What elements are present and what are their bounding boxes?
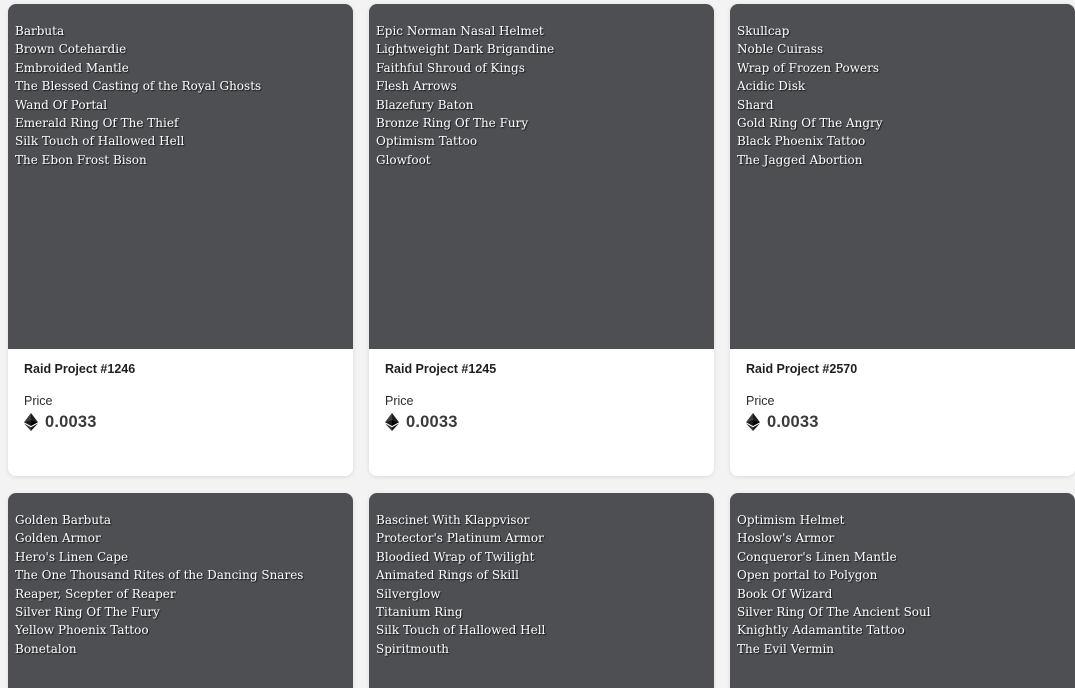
price-value: 0.0033: [406, 412, 458, 431]
nft-artwork[interactable]: [369, 4, 714, 349]
item-name: Protector's Platinum Armor: [376, 531, 544, 546]
ethereum-icon: [24, 413, 38, 431]
item-list: [730, 4, 1075, 169]
price-label: Price: [746, 394, 775, 408]
nft-name[interactable]: Raid Project #1246: [24, 362, 136, 376]
item-name: Bonetalon: [15, 641, 77, 656]
item-name: Silk Touch of Hallowed Hell: [15, 134, 185, 149]
item-name: The Ebon Frost Bison: [15, 152, 147, 167]
item-name: Skullcap: [737, 24, 790, 38]
item-name: Golden Armor: [15, 531, 101, 546]
item-name: Hoslow's Armor: [737, 531, 835, 546]
item-name: Acidic Disk: [737, 79, 806, 94]
card-info: [369, 349, 714, 476]
nft-name[interactable]: Raid Project #1245: [385, 362, 497, 376]
price-value: 0.0033: [45, 412, 97, 431]
item-name: The Jagged Abortion: [737, 152, 863, 167]
nft-card[interactable]: [730, 4, 1075, 476]
nft-card[interactable]: [369, 493, 714, 688]
item-name: Silver Ring Of The Fury: [15, 605, 160, 620]
item-name: Lightweight Dark Brigandine: [376, 42, 555, 57]
item-name: Bascinet With Klappvisor: [376, 513, 530, 527]
price-row: [24, 411, 97, 433]
item-name: Embroided Mantle: [15, 60, 129, 75]
item-name: Open portal to Polygon: [737, 568, 878, 583]
card-info: [8, 349, 353, 476]
item-name: Noble Cuirass: [737, 42, 824, 57]
item-name: Silk Touch of Hallowed Hell: [376, 623, 546, 638]
price-row: [385, 411, 458, 433]
item-name: Blazefury Baton: [376, 97, 474, 112]
nft-artwork[interactable]: [369, 493, 714, 688]
item-name: Silverglow: [376, 586, 441, 601]
item-name: Yellow Phoenix Tattoo: [15, 623, 149, 638]
item-name: Reaper, Scepter of Reaper: [15, 586, 176, 601]
price-row: [746, 411, 819, 433]
ethereum-icon: [746, 413, 760, 431]
item-name: Shard: [737, 97, 774, 112]
item-name: Titanium Ring: [376, 605, 463, 620]
item-name: Wrap of Frozen Powers: [737, 60, 879, 75]
item-name: The Evil Vermin: [737, 641, 835, 656]
item-name: Epic Norman Nasal Helmet: [376, 24, 544, 38]
ethereum-icon: [385, 413, 399, 431]
item-name: Flesh Arrows: [376, 79, 457, 94]
item-name: Golden Barbuta: [15, 513, 112, 527]
item-name: Silver Ring Of The Ancient Soul: [737, 605, 931, 620]
price-value: 0.0033: [767, 412, 819, 431]
item-list: [8, 4, 353, 169]
item-name: Black Phoenix Tattoo: [737, 134, 866, 149]
item-name: Book Of Wizard: [737, 586, 833, 601]
item-list: [730, 493, 1075, 658]
item-name: Bloodied Wrap of Twilight: [376, 549, 535, 564]
item-list: [369, 493, 714, 658]
nft-artwork[interactable]: [8, 493, 353, 688]
nft-artwork[interactable]: [730, 493, 1075, 688]
item-name: Optimism Helmet: [737, 513, 845, 527]
card-info: [730, 349, 1075, 476]
item-list: [8, 493, 353, 658]
nft-artwork[interactable]: [8, 4, 353, 349]
price-label: Price: [385, 394, 414, 408]
price-label: Price: [24, 394, 53, 408]
item-name: The One Thousand Rites of the Dancing Snares: [15, 568, 304, 583]
item-name: Animated Rings of Skill: [376, 568, 519, 583]
nft-card[interactable]: [369, 4, 714, 476]
item-name: Glowfoot: [376, 152, 431, 167]
item-name: Knightly Adamantite Tattoo: [737, 623, 905, 638]
item-name: Spiritmouth: [376, 641, 450, 656]
nft-card[interactable]: [8, 493, 353, 688]
item-name: Emerald Ring Of The Thief: [15, 116, 179, 131]
item-name: Brown Cotehardie: [15, 42, 127, 57]
item-name: Faithful Shroud of Kings: [376, 60, 525, 75]
item-name: Barbuta: [15, 24, 65, 38]
item-list: [369, 4, 714, 169]
item-name: Gold Ring Of The Angry: [737, 116, 883, 131]
item-name: Bronze Ring Of The Fury: [376, 116, 529, 131]
item-name: The Blessed Casting of the Royal Ghosts: [15, 79, 262, 94]
nft-name[interactable]: Raid Project #2570: [746, 362, 858, 376]
item-name: Conqueror's Linen Mantle: [737, 549, 897, 564]
item-name: Wand Of Portal: [15, 97, 108, 112]
nft-card[interactable]: [8, 4, 353, 476]
nft-card[interactable]: [730, 493, 1075, 688]
item-name: Hero's Linen Cape: [15, 549, 129, 564]
item-name: Optimism Tattoo: [376, 134, 478, 149]
nft-artwork[interactable]: [730, 4, 1075, 349]
